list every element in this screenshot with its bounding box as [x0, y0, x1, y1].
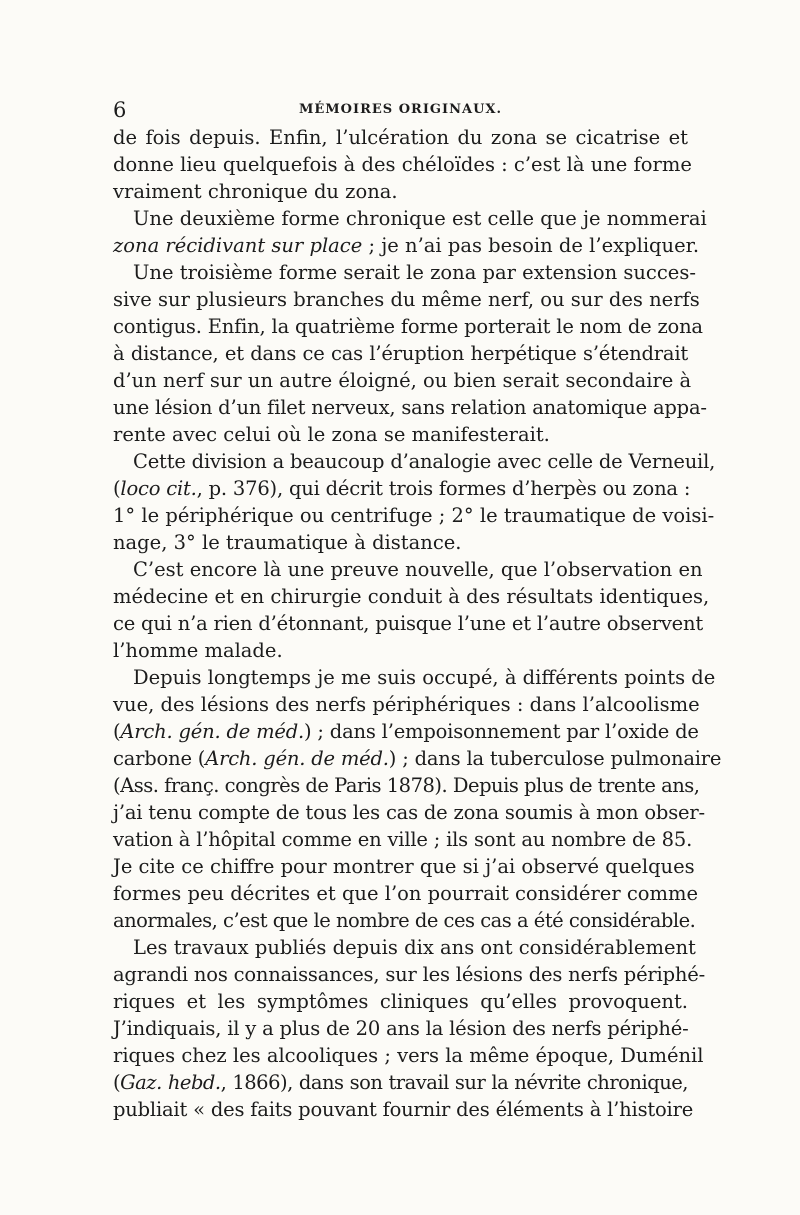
text-run: ; je n’ai pas besoin de l’expliquer. [362, 234, 700, 257]
text-line: formes peu décrites et que l’on pourrait considérer comme [113, 882, 699, 905]
italic-citation: Arch. gén. de méd. [205, 747, 389, 770]
text-line: anormales, c’est que le nombre de ces cas a été considérable. [113, 909, 696, 932]
text-line: (Ass. franç. congrès de Paris 1878). Depuis plus de trente ans, [113, 774, 700, 797]
text-line: vraiment chronique du zona. [113, 180, 398, 203]
page-header [113, 98, 688, 122]
text-line: donne lieu quelquefois à des chéloïdes : c’est là une forme [113, 153, 692, 176]
text-run: ( [113, 1071, 121, 1094]
page-number: 6 [113, 98, 127, 122]
italic-citation: Arch. gén. de méd. [120, 720, 305, 743]
running-title: MÉMOIRES ORIGINAUX. [298, 102, 503, 117]
paragraph-first-line: Une troisième forme serait le zona par extension succes- [133, 261, 696, 284]
text-line [113, 232, 700, 259]
text-line: nage, 3° le traumatique à distance. [113, 531, 462, 554]
text-line: une lésion d’un filet nerveux, sans relation anatomique appa- [113, 396, 707, 419]
text-line: 1° le périphérique ou centrifuge ; 2° le traumatique de voisi- [113, 504, 715, 527]
text-line: riques et les symptômes cliniques qu’elles provoquent. [113, 990, 688, 1013]
text-line: sive sur plusieurs branches du même nerf, ou sur des nerfs [113, 288, 700, 311]
text-run: ( [113, 477, 121, 500]
text-line [113, 1069, 688, 1096]
text-line: agrandi nos connaissances, sur les lésions des nerfs périphé- [113, 963, 705, 986]
text-line [113, 475, 691, 502]
text-run: ) ; dans la tuberculose pulmonaire [388, 747, 722, 770]
text-line: publiait « des faits pouvant fournir des éléments à l’histoire [113, 1098, 694, 1121]
text-line: de fois depuis. Enfin, l’ulcération du zona se cicatrise et [113, 126, 688, 149]
text-line: d’un nerf sur un autre éloigné, ou bien serait secondaire à [113, 369, 692, 392]
text-line: contigus. Enfin, la quatrième forme porterait le nom de zona [113, 315, 703, 338]
italic-term: zona récidivant sur place [113, 234, 363, 257]
paragraph-first-line: Depuis longtemps je me suis occupé, à différents points de [133, 666, 716, 689]
text-run: carbone ( [113, 747, 206, 770]
text-line: rente avec celui où le zona se manifesterait. [113, 423, 550, 446]
text-line: ce qui n’a rien d’étonnant, puisque l’une et l’autre observent [113, 612, 703, 635]
text-run: ) ; dans l’empoisonnement par l’oxide de [304, 720, 699, 743]
body-text [113, 124, 722, 1123]
text-run: , 1866), dans son travail sur la névrite chronique, [220, 1071, 688, 1094]
text-line [113, 718, 699, 745]
text-line [113, 745, 722, 772]
text-line: l’homme malade. [113, 639, 283, 662]
text-line: vue, des lésions des nerfs périphériques : dans l’alcoolisme [113, 693, 700, 716]
text-line: à distance, et dans ce cas l’éruption herpétique s’étendrait [113, 342, 688, 365]
italic-citation: loco cit. [120, 477, 197, 500]
italic-citation: Gaz. hebd. [120, 1071, 221, 1094]
text-line: riques chez les alcooliques ; vers la même époque, Duménil [113, 1044, 704, 1067]
text-run: ( [113, 720, 121, 743]
text-line: j’ai tenu compte de tous les cas de zona soumis à mon obser- [113, 801, 705, 824]
text-run: , p. 376), qui décrit trois formes d’herpès ou zona : [196, 477, 691, 500]
text-line: J’indiquais, il y a plus de 20 ans la lésion des nerfs périphé- [113, 1017, 689, 1040]
paragraph-first-line: Les travaux publiés depuis dix ans ont considérablement [133, 936, 696, 959]
text-line: vation à l’hôpital comme en ville ; ils sont au nombre de 85. [113, 828, 693, 851]
text-line: médecine et en chirurgie conduit à des résultats identiques, [113, 585, 710, 608]
paragraph-first-line: Une deuxième forme chronique est celle que je nommerai [133, 207, 707, 230]
paragraph-first-line: C’est encore là une preuve nouvelle, que l’observation en [133, 558, 703, 581]
text-line: Je cite ce chiffre pour montrer que si j’ai observé quelques [113, 855, 695, 878]
paragraph-first-line: Cette division a beaucoup d’analogie avec celle de Verneuil, [133, 450, 716, 473]
